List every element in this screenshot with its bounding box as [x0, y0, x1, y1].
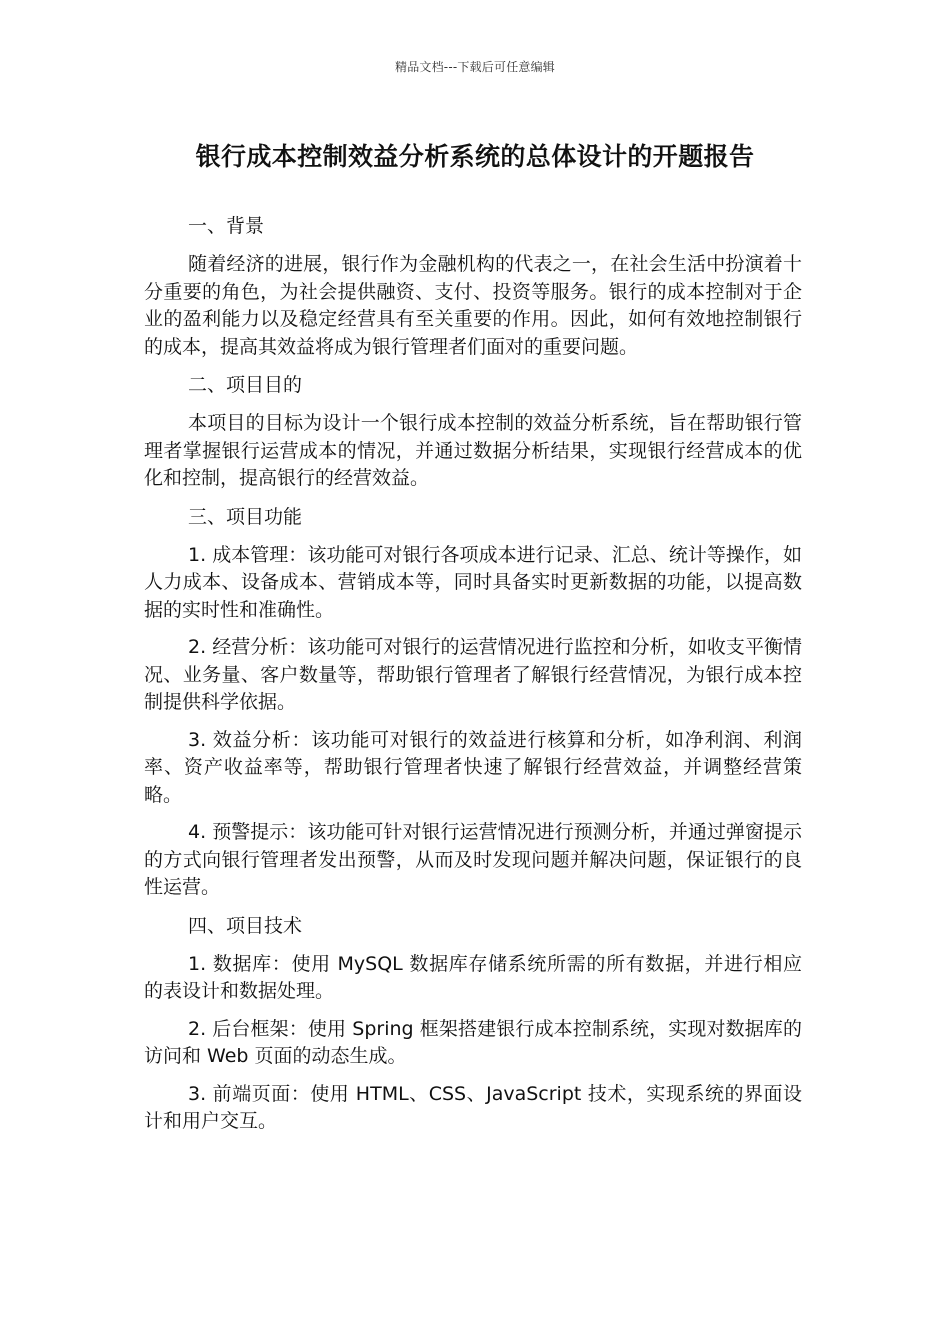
section-project-technology [144, 912, 802, 1136]
paragraph: 3. 前端页面：使用 HTML、CSS、JavaScript 技术，实现系统的界面设计和用户交互。 [144, 1082, 802, 1132]
paragraph: 1. 数据库：使用 MySQL 数据库存储系统所需的所有数据，并进行相应的表设计和数据处理。 [144, 952, 802, 1002]
header-note: 精品文档---下载后可任意编辑 [395, 60, 555, 74]
paragraph: 4. 预警提示：该功能可针对银行运营情况进行预测分析，并通过弹窗提示的方式向银行管理者发出预警，从而及时发现问题并解决问题，保证银行的良性运营。 [144, 821, 802, 898]
section-heading: 一、背景 [188, 215, 265, 237]
section-heading: 四、项目技术 [188, 914, 303, 937]
document-body [144, 212, 802, 1146]
paragraph: 2. 后台框架：使用 Spring 框架搭建银行成本控制系统，实现对数据库的访问和 Web 页面的动态生成。 [144, 1017, 802, 1067]
section-heading: 三、项目功能 [188, 505, 303, 528]
section-heading: 二、项目目的 [188, 374, 303, 396]
document-title: 银行成本控制效益分析系统的总体设计的开题报告 [195, 142, 755, 171]
paragraph: 本项目的目标为设计一个银行成本控制的效益分析系统，旨在帮助银行管理者掌握银行运营成本的情况，并通过数据分析结果，实现银行经营成本的优化和控制，提高银行的经营效益。 [144, 412, 802, 489]
section-project-purpose [144, 371, 802, 493]
section-background [144, 212, 802, 361]
paragraph: 1. 成本管理：该功能可对银行各项成本进行记录、汇总、统计等操作，如人力成本、设备成本、营销成本等，同时具备实时更新数据的功能，以提高数据的实时性和准确性。 [144, 543, 802, 621]
section-project-functions [144, 503, 802, 902]
paragraph: 3. 效益分析：该功能可对银行的效益进行核算和分析，如净利润、利润率、资产收益率等，帮助银行管理者快速了解银行经营效益，并调整经营策略。 [144, 728, 802, 806]
paragraph: 2. 经营分析：该功能可对银行的运营情况进行监控和分析，如收支平衡情况、业务量、客户数量等，帮助银行管理者了解银行经营情况，为银行成本控制提供科学依据。 [144, 636, 802, 713]
paragraph: 随着经济的进展，银行作为金融机构的代表之一，在社会生活中扮演着十分重要的角色，为社会提供融资、支付、投资等服务。银行的成本控制对于企业的盈利能力以及稳定经营具有至关重要的作用。因此，如何有效地控制银行的成本，提高其效益将成为银行管理者们面对的重要问题。 [144, 253, 802, 358]
